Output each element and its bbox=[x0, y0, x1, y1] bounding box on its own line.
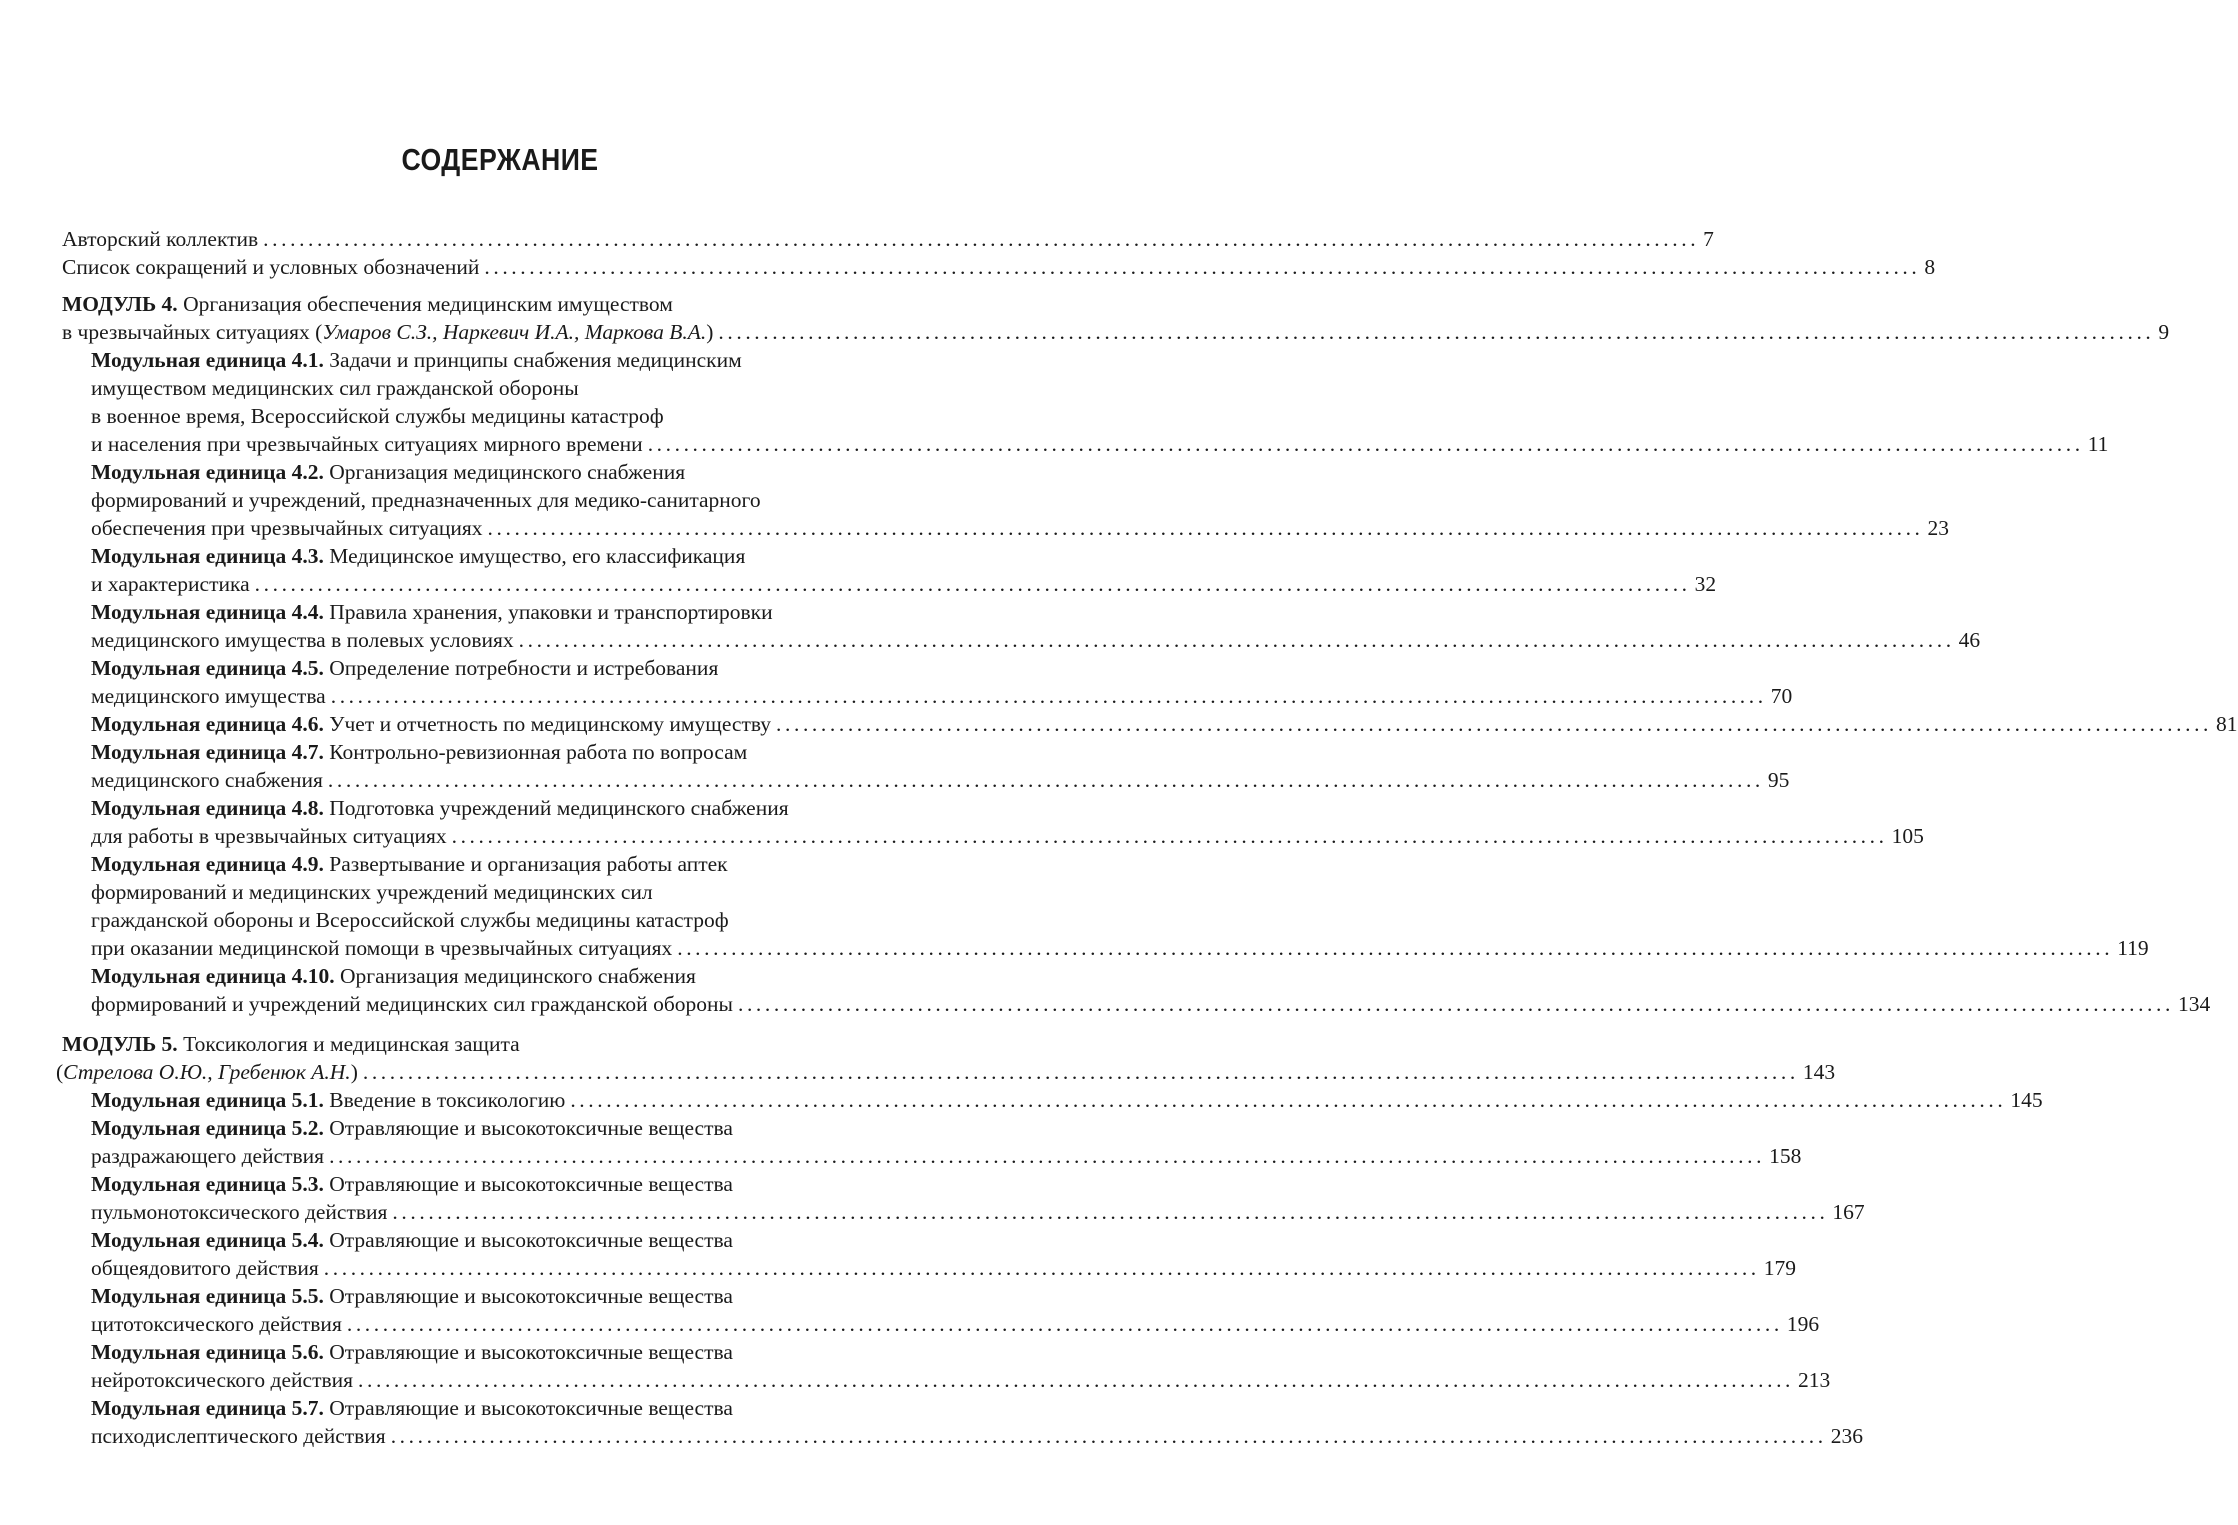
unit-entry bbox=[91, 458, 685, 486]
unit-entry-cont bbox=[91, 990, 2211, 1018]
dot-leader: ................................................................................................................................................................ bbox=[484, 255, 1921, 279]
entry-text bbox=[91, 1086, 565, 1114]
unit-entry-cont bbox=[91, 514, 1950, 542]
unit-label: Модульная единица 4.8. bbox=[91, 796, 324, 820]
unit-title-line: Задачи и принципы снабжения медицинским bbox=[329, 348, 742, 372]
unit-label: Модульная единица 4.9. bbox=[91, 852, 324, 876]
page-number: 8 bbox=[1924, 255, 1936, 279]
module-authors-open: ( bbox=[56, 1060, 64, 1084]
entry-text bbox=[91, 990, 733, 1018]
page-number: 213 bbox=[1798, 1368, 1831, 1392]
unit-title-line: Организация медицинского снабжения bbox=[329, 460, 686, 484]
dot-leader: ................................................................................................................................................................ bbox=[362, 1060, 1799, 1084]
entry-text bbox=[91, 822, 447, 850]
dot-leader: ................................................................................................................................................................ bbox=[254, 572, 1691, 596]
unit-entry-cont bbox=[91, 878, 653, 906]
unit-title-line: психодислептического действия bbox=[91, 1424, 386, 1448]
unit-entry-cont bbox=[91, 766, 1790, 794]
unit-entry-cont bbox=[91, 682, 1793, 710]
unit-title-line: гражданской обороны и Всероссийской службы медицины катастроф bbox=[91, 908, 729, 932]
entry-text bbox=[91, 570, 250, 598]
module-title: Токсикология и медицинская защита bbox=[183, 1032, 520, 1056]
dot-leader: ................................................................................................................................................................ bbox=[327, 768, 1764, 792]
page-number: 167 bbox=[1832, 1200, 1865, 1224]
module-authors: Стрелова О.Ю., Гребенюк А.Н. bbox=[63, 1060, 351, 1084]
unit-title-line: медицинского снабжения bbox=[91, 768, 323, 792]
dot-leader: ................................................................................................................................................................ bbox=[263, 227, 1700, 251]
unit-entry bbox=[91, 542, 745, 570]
page-number: 143 bbox=[1802, 1060, 1836, 1084]
unit-title-line: Медицинское имущество, его классификация bbox=[329, 544, 746, 568]
unit-entry-cont bbox=[91, 430, 2109, 458]
module-label: МОДУЛЬ 4. bbox=[62, 292, 178, 316]
dot-leader: ................................................................................................................................................................ bbox=[677, 936, 2114, 960]
dot-leader: ................................................................................................................................................................ bbox=[390, 1424, 1827, 1448]
unit-title-line: медицинского имущества bbox=[91, 684, 326, 708]
unit-entry bbox=[91, 654, 718, 682]
unit-entry-cont bbox=[91, 374, 579, 402]
unit-label: Модульная единица 4.5. bbox=[91, 656, 324, 680]
module-title: Организация обеспечения медицинским имуществом bbox=[183, 292, 673, 316]
unit-entry bbox=[91, 1086, 2043, 1114]
unit-label: Модульная единица 5.1. bbox=[91, 1088, 324, 1112]
page-number: 119 bbox=[2117, 936, 2149, 960]
unit-title-line: Подготовка учреждений медицинского снабжения bbox=[329, 796, 789, 820]
entry-text bbox=[62, 318, 713, 346]
dot-leader: ................................................................................................................................................................ bbox=[346, 1312, 1783, 1336]
unit-entry bbox=[91, 346, 742, 374]
module-authors-close: ) bbox=[350, 1060, 358, 1084]
page-number: 158 bbox=[1769, 1144, 1802, 1168]
page-number: 236 bbox=[1830, 1424, 1863, 1448]
unit-entry-cont bbox=[91, 626, 1981, 654]
unit-entry-cont bbox=[91, 822, 1924, 850]
unit-title-line: Определение потребности и истребования bbox=[329, 656, 719, 680]
unit-entry bbox=[91, 794, 789, 822]
unit-title-line: формирований и учреждений медицинских сил гражданской обороны bbox=[91, 992, 733, 1016]
module-label: МОДУЛЬ 5. bbox=[62, 1032, 178, 1056]
page-number: 95 bbox=[1767, 768, 1790, 792]
unit-title-line: имуществом медицинских сил гражданской обороны bbox=[91, 376, 579, 400]
unit-title-line: пульмонотоксического действия bbox=[91, 1200, 388, 1224]
dot-leader: ................................................................................................................................................................ bbox=[330, 684, 1767, 708]
dot-leader: ................................................................................................................................................................ bbox=[718, 320, 2155, 344]
dot-leader: ................................................................................................................................................................ bbox=[323, 1256, 1760, 1280]
unit-entry bbox=[91, 1170, 733, 1198]
unit-entry-cont bbox=[91, 1254, 1797, 1282]
page-title: СОДЕРЖАНИЕ bbox=[401, 142, 599, 177]
entry-text bbox=[91, 626, 514, 654]
unit-title-line: формирований и учреждений, предназначенных для медико-санитарного bbox=[91, 488, 761, 512]
unit-title-line: Развертывание и организация работы аптек bbox=[329, 852, 728, 876]
unit-entry-cont bbox=[91, 570, 1717, 598]
page-number: 11 bbox=[2087, 432, 2109, 456]
unit-title-line: Организация медицинского снабжения bbox=[340, 964, 696, 988]
unit-label: Модульная единица 4.10. bbox=[91, 964, 335, 988]
unit-title-line: Введение в токсикологию bbox=[329, 1088, 566, 1112]
entry-text bbox=[91, 1254, 319, 1282]
unit-title-line: в военное время, Всероссийской службы медицины катастроф bbox=[91, 404, 664, 428]
entry-text bbox=[91, 1310, 342, 1338]
unit-entry-cont bbox=[91, 934, 2149, 962]
entry-text bbox=[62, 253, 479, 281]
unit-entry bbox=[91, 710, 2238, 738]
unit-title-line: Отравляющие и высокотоксичные вещества bbox=[329, 1340, 733, 1364]
unit-title-line: формирований и медицинских учреждений медицинских сил bbox=[91, 880, 653, 904]
dot-leader: ................................................................................................................................................................ bbox=[570, 1088, 2007, 1112]
page-number: 46 bbox=[1958, 628, 1981, 652]
unit-label: Модульная единица 4.7. bbox=[91, 740, 324, 764]
entry-title: Список сокращений и условных обозначений bbox=[62, 255, 480, 279]
module-4-heading bbox=[62, 290, 673, 318]
unit-title-line: Правила хранения, упаковки и транспортировки bbox=[329, 600, 773, 624]
page-number: 70 bbox=[1770, 684, 1793, 708]
dot-leader: ................................................................................................................................................................ bbox=[392, 1200, 1829, 1224]
unit-entry bbox=[91, 1226, 733, 1254]
entry-text bbox=[91, 766, 323, 794]
dot-leader: ................................................................................................................................................................ bbox=[647, 432, 2084, 456]
dot-leader: ................................................................................................................................................................ bbox=[487, 516, 1924, 540]
entry-text bbox=[62, 225, 258, 253]
unit-title-line: общеядовитого действия bbox=[91, 1256, 319, 1280]
page-number: 23 bbox=[1927, 516, 1950, 540]
unit-title-line: и характеристика bbox=[91, 572, 250, 596]
entry-text bbox=[91, 514, 483, 542]
module-title-cont: в чрезвычайных ситуациях ( bbox=[62, 320, 323, 344]
page-number: 81 bbox=[2216, 712, 2238, 736]
dot-leader: ................................................................................................................................................................ bbox=[358, 1368, 1795, 1392]
entry-text bbox=[91, 934, 672, 962]
unit-entry-cont bbox=[91, 402, 664, 430]
unit-label: Модульная единица 5.4. bbox=[91, 1228, 324, 1252]
unit-title-line: Контрольно-ревизионная работа по вопросам bbox=[329, 740, 748, 764]
page-number: 134 bbox=[2177, 992, 2211, 1016]
unit-title-line: Отравляющие и высокотоксичные вещества bbox=[329, 1284, 733, 1308]
unit-title-line: Отравляющие и высокотоксичные вещества bbox=[329, 1116, 733, 1140]
unit-label: Модульная единица 4.6. bbox=[91, 712, 324, 736]
dot-leader: ................................................................................................................................................................ bbox=[518, 628, 1955, 652]
unit-entry bbox=[91, 738, 747, 766]
unit-entry-cont bbox=[91, 1142, 1802, 1170]
unit-title-line: Отравляющие и высокотоксичные вещества bbox=[329, 1396, 733, 1420]
unit-label: Модульная единица 4.1. bbox=[91, 348, 324, 372]
unit-title-line: и населения при чрезвычайных ситуациях мирного времени bbox=[91, 432, 643, 456]
unit-entry bbox=[91, 598, 773, 626]
dot-leader: ................................................................................................................................................................ bbox=[737, 992, 2174, 1016]
module-5-heading-line2 bbox=[56, 1058, 1836, 1086]
unit-entry-cont bbox=[91, 1366, 1831, 1394]
entry-text bbox=[91, 710, 771, 738]
unit-title-line: Учет и отчетность по медицинскому имуществу bbox=[329, 712, 772, 736]
module-authors: Умаров С.З., Наркевич И.А., Маркова В.А. bbox=[322, 320, 707, 344]
unit-title-line: Отравляющие и высокотоксичные вещества bbox=[329, 1228, 733, 1252]
page-number: 105 bbox=[1891, 824, 1924, 848]
unit-label: Модульная единица 5.5. bbox=[91, 1284, 324, 1308]
unit-entry-cont bbox=[91, 1422, 1863, 1450]
page-number: 196 bbox=[1786, 1312, 1820, 1336]
unit-title-line: медицинского имущества в полевых условиях bbox=[91, 628, 514, 652]
page-number: 32 bbox=[1694, 572, 1717, 596]
entry-text bbox=[91, 682, 326, 710]
unit-entry bbox=[91, 962, 696, 990]
unit-entry bbox=[91, 1338, 733, 1366]
unit-label: Модульная единица 4.2. bbox=[91, 460, 324, 484]
unit-title-line: Отравляющие и высокотоксичные вещества bbox=[329, 1172, 733, 1196]
unit-entry-cont bbox=[91, 1310, 1820, 1338]
dot-leader: ................................................................................................................................................................ bbox=[776, 712, 2213, 736]
unit-title-line: раздражающего действия bbox=[91, 1144, 325, 1168]
unit-entry bbox=[91, 850, 728, 878]
toc-entry-front bbox=[62, 253, 1936, 281]
unit-title-line: при оказании медицинской помощи в чрезвычайных ситуациях bbox=[91, 936, 673, 960]
page-number: 9 bbox=[2158, 320, 2170, 344]
module-4-heading-line2 bbox=[62, 318, 2170, 346]
module-5-heading bbox=[62, 1030, 520, 1058]
unit-label: Модульная единица 4.3. bbox=[91, 544, 324, 568]
unit-label: Модульная единица 5.2. bbox=[91, 1116, 324, 1140]
page-number: 7 bbox=[1703, 227, 1714, 251]
page-number: 179 bbox=[1763, 1256, 1797, 1280]
unit-entry bbox=[91, 1282, 733, 1310]
unit-entry bbox=[91, 1394, 733, 1422]
unit-title-line: обеспечения при чрезвычайных ситуациях bbox=[91, 516, 483, 540]
entry-text bbox=[91, 1198, 387, 1226]
entry-text bbox=[91, 430, 643, 458]
unit-label: Модульная единица 5.3. bbox=[91, 1172, 324, 1196]
dot-leader: ................................................................................................................................................................ bbox=[451, 824, 1888, 848]
unit-entry-cont bbox=[91, 906, 729, 934]
toc-entry-front bbox=[62, 225, 1714, 253]
module-title-close: ) bbox=[706, 320, 714, 344]
unit-title-line: цитотоксического действия bbox=[91, 1312, 342, 1336]
unit-label: Модульная единица 4.4. bbox=[91, 600, 324, 624]
unit-title-line: нейротоксического действия bbox=[91, 1368, 354, 1392]
unit-entry-cont bbox=[91, 486, 761, 514]
unit-label: Модульная единица 5.6. bbox=[91, 1340, 324, 1364]
entry-text bbox=[91, 1366, 353, 1394]
unit-title-line: для работы в чрезвычайных ситуациях bbox=[91, 824, 447, 848]
entry-title: Авторский коллектив bbox=[62, 227, 259, 251]
entry-text bbox=[91, 1142, 324, 1170]
unit-entry-cont bbox=[91, 1198, 1865, 1226]
entry-text bbox=[91, 1422, 386, 1450]
dot-leader: ................................................................................................................................................................ bbox=[329, 1144, 1766, 1168]
page-number: 145 bbox=[2010, 1088, 2043, 1112]
unit-label: Модульная единица 5.7. bbox=[91, 1396, 324, 1420]
entry-text bbox=[56, 1058, 358, 1086]
unit-entry bbox=[91, 1114, 733, 1142]
